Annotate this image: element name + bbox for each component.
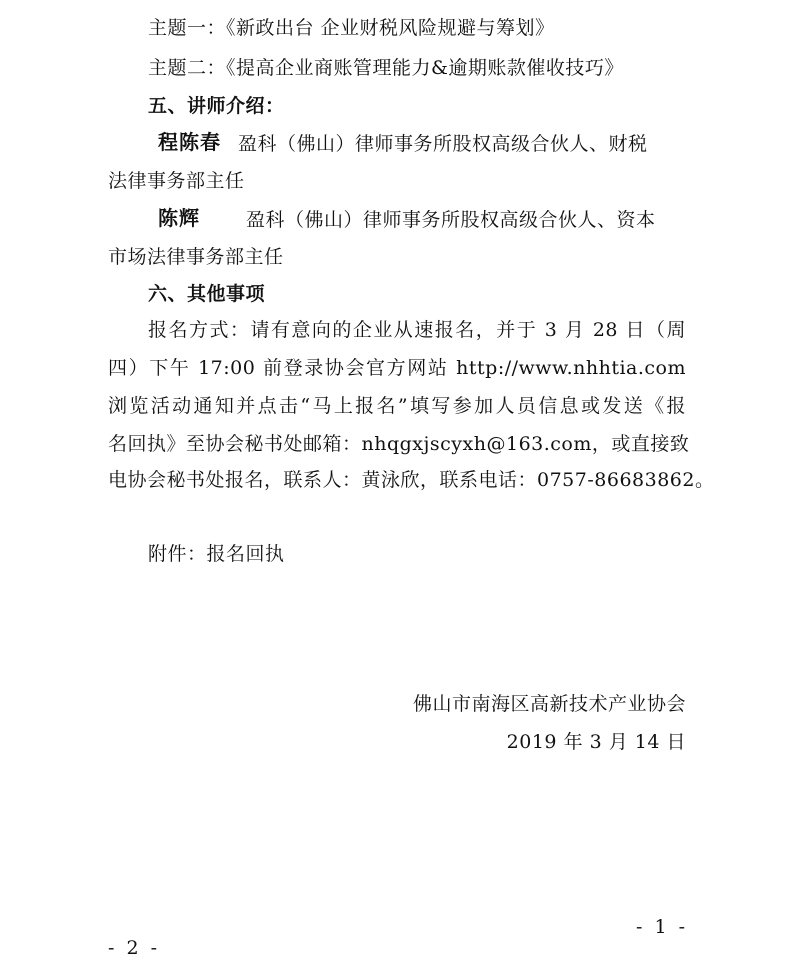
page-number-1: - 1 - (635, 916, 688, 938)
topic-2: 主题二：《提高企业商账管理能力&逾期账款催收技巧》 (148, 57, 624, 79)
page-number-2: - 2 - (108, 937, 161, 959)
lecturer-2-desc-line1: 盈科（佛山）律师事务所股权高级合伙人、资本 (246, 209, 656, 231)
lecturer-1-desc-line1: 盈科（佛山）律师事务所股权高级合伙人、财税 (238, 133, 648, 155)
registration-line-1: 报名方式：请有意向的企业从速报名，并于 3 月 28 日（周 (148, 319, 686, 341)
lecturer-1-desc-line2: 法律事务部主任 (108, 170, 245, 192)
signature-date: 2019 年 3 月 14 日 (506, 731, 686, 753)
section-heading-lecturers: 五、讲师介绍： (148, 95, 285, 117)
registration-line-2: 四）下午 17:00 前登录协会官方网站 http://www.nhhtia.com (108, 357, 686, 379)
lecturer-2-desc-line2: 市场法律事务部主任 (108, 246, 284, 268)
registration-line-3: 浏览活动通知并点击“马上报名”填写参加人员信息或发送《报 (108, 395, 686, 417)
lecturer-2-name: 陈辉 (158, 206, 200, 230)
registration-line-5: 电协会秘书处报名，联系人：黄泳欣，联系电话：0757-86683862。 (108, 469, 715, 491)
registration-line-4: 名回执》至协会秘书处邮箱：nhqgxjscyxh@163.com，或直接致 (108, 433, 690, 455)
signature-org: 佛山市南海区高新技术产业协会 (412, 693, 686, 715)
section-heading-other: 六、其他事项 (148, 283, 266, 305)
topic-1: 主题一：《新政出台 企业财税风险规避与筹划》 (148, 17, 555, 39)
lecturer-1-name: 程陈春 (158, 130, 221, 154)
attachment-note: 附件：报名回执 (148, 543, 285, 565)
